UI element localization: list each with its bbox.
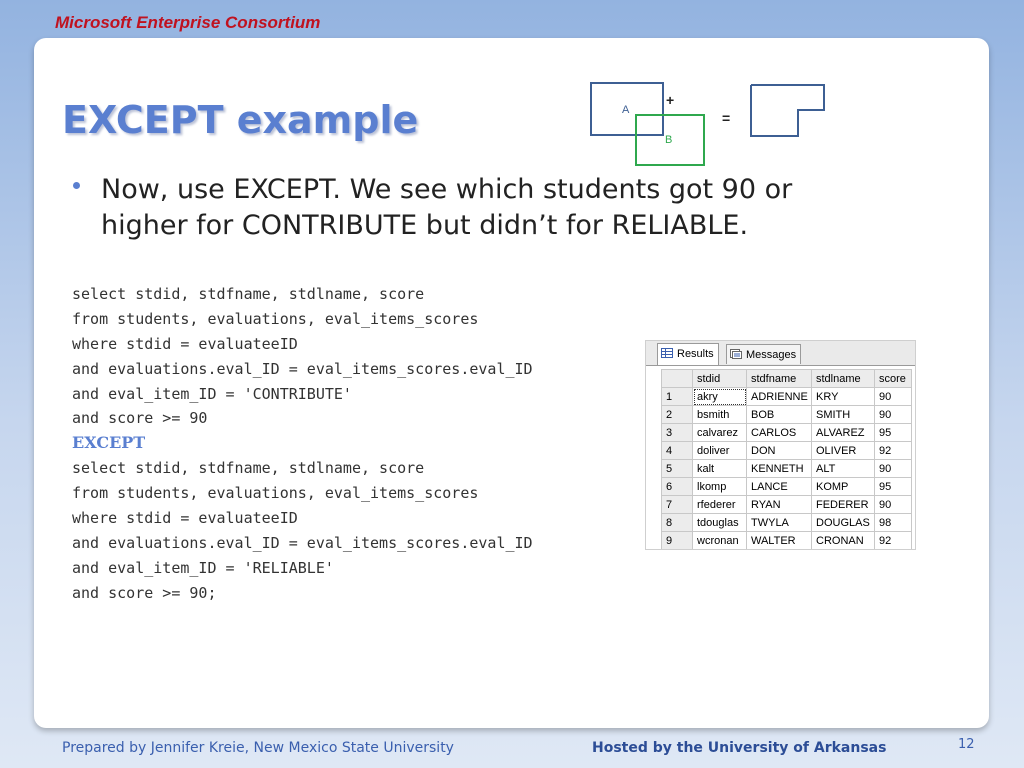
row-number-header [662,370,693,388]
row-number-cell: 1 [662,388,693,406]
table-row[interactable] [662,406,912,424]
table-cell[interactable]: akry [693,388,747,406]
row-number-cell: 7 [662,496,693,514]
page-number: 12 [958,737,975,752]
row-number-cell: 4 [662,442,693,460]
messages-icon [730,349,742,359]
sql-code-line: from students, evaluations, eval_items_scores [72,484,479,503]
table-cell[interactable]: DOUGLAS [812,514,875,532]
row-number-cell: 6 [662,478,693,496]
sql-code-line: and score >= 90 [72,409,208,428]
query-results-panel [645,340,916,550]
column-header[interactable]: stdfname [747,370,812,388]
table-cell[interactable]: rfederer [693,496,747,514]
table-cell[interactable]: 90 [875,496,912,514]
table-row[interactable] [662,424,912,442]
sql-code-line: where stdid = evaluateeID [72,334,298,353]
table-cell[interactable]: tdouglas [693,514,747,532]
row-number-cell: 2 [662,406,693,424]
table-row[interactable] [662,442,912,460]
sql-code-line: and eval_item_ID = 'CONTRIBUTE' [72,384,352,403]
table-cell[interactable]: KENNETH [747,460,812,478]
table-cell[interactable]: 95 [875,478,912,496]
results-grid [661,369,912,550]
set-a-label: A [622,104,630,116]
table-row[interactable] [662,514,912,532]
table-cell[interactable]: TWYLA [747,514,812,532]
table-cell[interactable]: OLIVER [812,442,875,460]
tab-messages[interactable] [726,344,801,364]
table-cell[interactable]: lkomp [693,478,747,496]
sql-code-line: and evaluations.eval_ID = eval_items_scores.eval_ID [72,533,533,552]
sql-code-line: and score >= 90; [72,583,217,602]
results-tabstrip [646,341,915,366]
table-cell[interactable]: 90 [875,388,912,406]
table-cell[interactable]: CARLOS [747,424,812,442]
table-cell[interactable]: FEDERER [812,496,875,514]
grid-icon [661,348,673,358]
set-b-label: B [665,134,673,146]
table-cell[interactable]: 90 [875,460,912,478]
sql-code-line: and eval_item_ID = 'RELIABLE' [72,558,334,577]
row-number-cell: 9 [662,532,693,550]
row-number-cell: 8 [662,514,693,532]
column-header[interactable]: score [875,370,912,388]
table-cell[interactable]: 92 [875,532,912,550]
table-cell[interactable]: WALTER [747,532,812,550]
footer-credit: Prepared by Jennifer Kreie, New Mexico State University [62,740,454,756]
row-number-cell: 5 [662,460,693,478]
sql-code-line: select stdid, stdfname, stdlname, score [72,285,425,303]
table-cell[interactable]: KRY [812,388,875,406]
except-result-shape [746,80,826,140]
table-cell[interactable]: bsmith [693,406,747,424]
sql-code-line: and evaluations.eval_ID = eval_items_scores.eval_ID [72,359,533,378]
equals-sign: = [722,110,731,126]
sql-code-line: select stdid, stdfname, stdlname, score [72,459,425,478]
except-venn-diagram [580,78,840,170]
plus-sign: + [666,92,675,108]
table-row[interactable] [662,388,912,406]
footer-host: Hosted by the University of Arkansas [592,740,887,756]
table-cell[interactable]: 90 [875,406,912,424]
bullet-icon [73,182,80,189]
tab-results-label: Results [677,348,714,360]
table-cell[interactable]: KOMP [812,478,875,496]
sql-keyword-except: EXCEPT [72,433,146,453]
sql-code-line: from students, evaluations, eval_items_scores [72,309,479,328]
table-cell[interactable]: doliver [693,442,747,460]
sql-code-block [72,282,533,606]
sql-code-line: where stdid = evaluateeID [72,509,298,528]
table-cell[interactable]: ALVAREZ [812,424,875,442]
table-cell[interactable]: DON [747,442,812,460]
column-header[interactable]: stdid [693,370,747,388]
tab-messages-label: Messages [746,349,797,361]
table-cell[interactable]: BOB [747,406,812,424]
table-cell[interactable]: SMITH [812,406,875,424]
row-number-cell: 3 [662,424,693,442]
table-cell[interactable]: wcronan [693,532,747,550]
table-row[interactable] [662,478,912,496]
table-cell[interactable]: kalt [693,460,747,478]
bullet-text: Now, use EXCEPT. We see which students got 90 or higher for CONTRIBUTE but didn’t for RELIABLE. [101,174,793,241]
table-row[interactable] [662,496,912,514]
table-cell[interactable]: CRONAN [812,532,875,550]
table-cell[interactable]: RYAN [747,496,812,514]
table-cell[interactable]: calvarez [693,424,747,442]
table-cell[interactable]: ADRIENNE [747,388,812,406]
table-cell[interactable]: 95 [875,424,912,442]
tab-results[interactable] [657,343,719,365]
slide-title: EXCEPT example [62,98,419,142]
table-cell[interactable]: 98 [875,514,912,532]
header-brand: Microsoft Enterprise Consortium [55,13,321,32]
table-cell[interactable]: 92 [875,442,912,460]
table-row[interactable] [662,460,912,478]
table-cell[interactable]: LANCE [747,478,812,496]
table-row[interactable] [662,532,912,550]
table-cell[interactable]: ALT [812,460,875,478]
column-header[interactable]: stdlname [812,370,875,388]
